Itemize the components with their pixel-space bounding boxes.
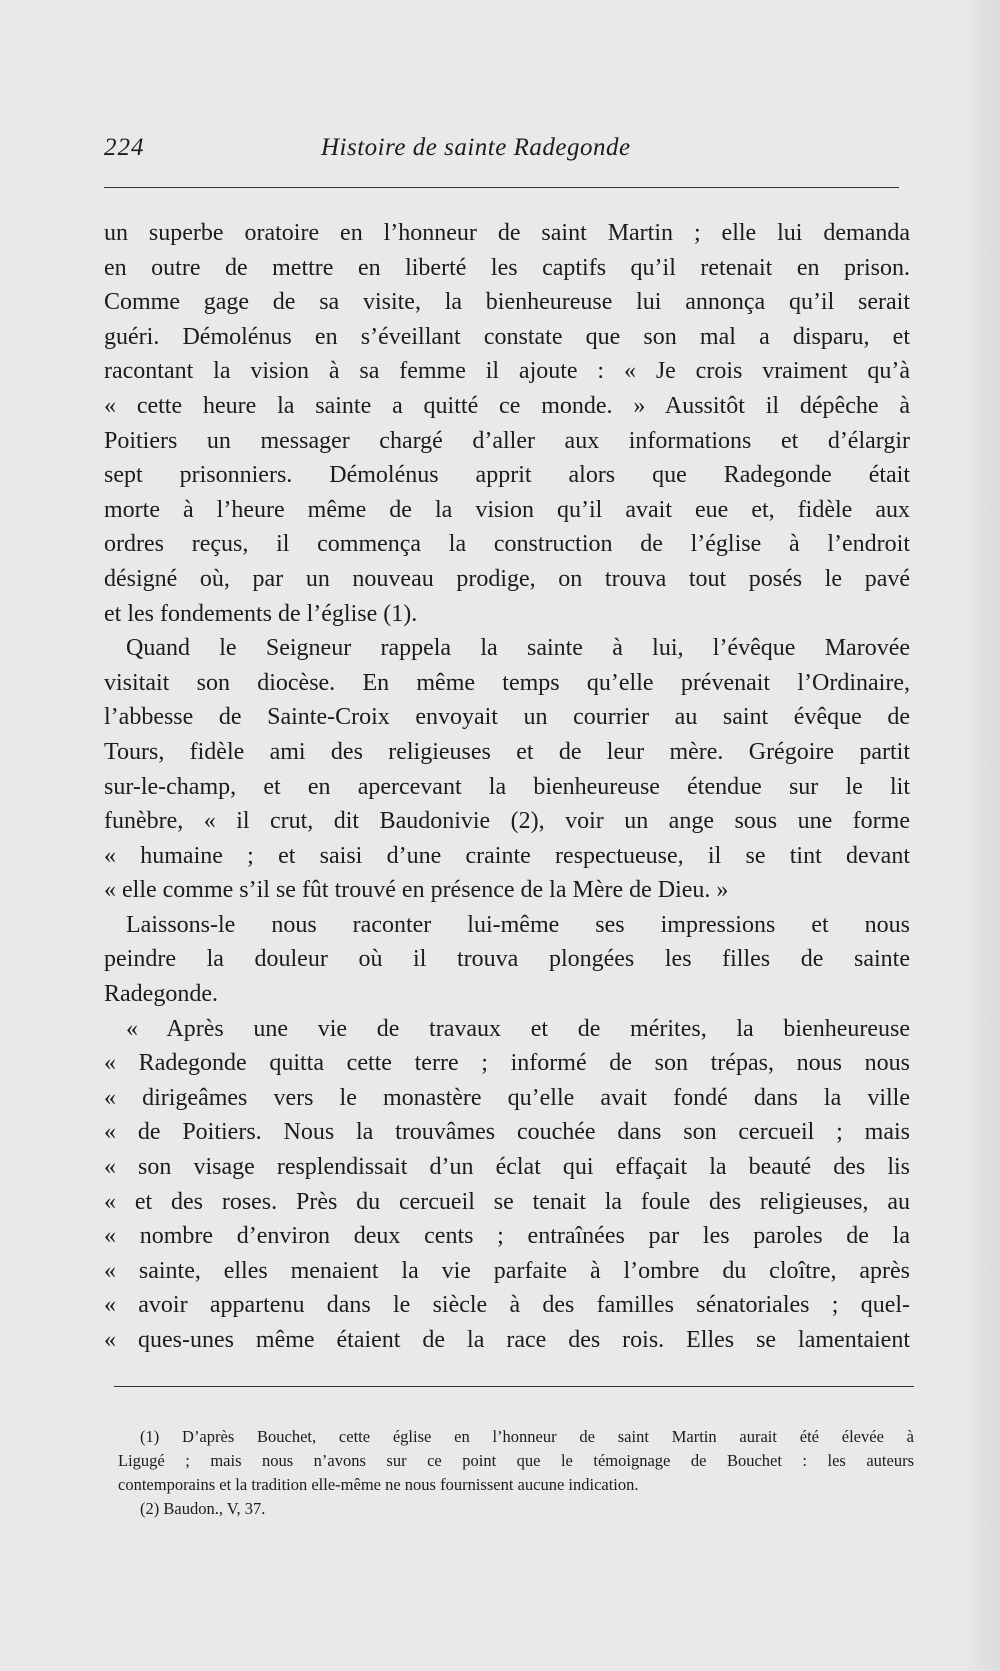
text-line: l’abbesse de Sainte-Croix envoyait un courrier au saint évêque de xyxy=(104,704,910,731)
text-line: « elle comme s’il se fût trouvé en présence de la Mère de Dieu. » xyxy=(104,877,729,904)
text-line: Laissons-le nous raconter lui-même ses impressions et nous xyxy=(126,911,910,938)
text-line: « sainte, elles menaient la vie parfaite à l’ombre du cloître, après xyxy=(104,1257,910,1284)
text-line: sur-le-champ, et en apercevant la bienheureuse étendue sur le lit xyxy=(104,773,910,800)
footnote-line: Ligugé ; mais nous n’avons sur ce point que le témoignage de Bouchet : les auteurs xyxy=(118,1451,914,1470)
text-line: Tours, fidèle ami des religieuses et de leur mère. Grégoire partit xyxy=(104,738,910,765)
text-line: « avoir appartenu dans le siècle à des familles sénatoriales ; quel- xyxy=(104,1292,910,1319)
footnote-line: contemporains et la tradition elle-même ne nous fournissent aucune indication. xyxy=(118,1475,639,1494)
text-line: « dirigeâmes vers le monastère qu’elle avait fondé dans la ville xyxy=(104,1084,910,1111)
text-line: « Radegonde quitta cette terre ; informé de son trépas, nous nous xyxy=(104,1050,910,1077)
footnotes xyxy=(118,1425,914,1521)
text-line: « nombre d’environ deux cents ; entraînées par les paroles de la xyxy=(104,1223,910,1250)
text-line: et les fondements de l’église (1). xyxy=(104,600,418,627)
footnote-line: (2) Baudon., V, 37. xyxy=(140,1499,266,1518)
header-rule xyxy=(104,187,899,188)
text-line: « son visage resplendissait d’un éclat qui effaçait la beauté des lis xyxy=(104,1154,910,1181)
text-line: en outre de mettre en liberté les captifs qu’il retenait en prison. xyxy=(104,254,910,281)
text-line: Quand le Seigneur rappela la sainte à lui, l’évêque Marovée xyxy=(126,635,910,662)
text-line: « Après une vie de travaux et de mérites, la bienheureuse xyxy=(126,1015,910,1042)
body-text xyxy=(104,216,910,1358)
text-line: funèbre, « il crut, dit Baudonivie (2), voir un ange sous une forme xyxy=(104,808,910,835)
footnote-line: (1) D’après Bouchet, cette église en l’honneur de saint Martin aurait été élevée à xyxy=(140,1427,914,1446)
text-line: Comme gage de sa visite, la bienheureuse lui annonça qu’il serait xyxy=(104,289,910,316)
text-line: peindre la douleur où il trouva plongées les filles de sainte xyxy=(104,946,910,973)
text-line: sept prisonniers. Démolénus apprit alors que Radegonde était xyxy=(104,462,910,489)
text-line: Poitiers un messager chargé d’aller aux informations et d’élargir xyxy=(104,427,910,454)
text-line: « et des roses. Près du cercueil se tenait la foule des religieuses, au xyxy=(104,1188,910,1215)
text-line: « cette heure la sainte a quitté ce monde. » Aussitôt il dépêche à xyxy=(104,392,910,419)
text-line: guéri. Démolénus en s’éveillant constate que son mal a disparu, et xyxy=(104,323,910,350)
running-title: Histoire de sainte Radegonde xyxy=(321,134,631,161)
text-line: un superbe oratoire en l’honneur de saint Martin ; elle lui demanda xyxy=(104,220,910,246)
footnote-rule xyxy=(114,1386,914,1387)
text-line: « de Poitiers. Nous la trouvâmes couchée dans son cercueil ; mais xyxy=(104,1119,910,1146)
running-head xyxy=(104,134,904,174)
text-line: « ques-unes même étaient de la race des rois. Elles se lamentaient xyxy=(104,1327,910,1353)
text-line: racontant la vision à sa femme il ajoute : « Je crois vraiment qu’à xyxy=(104,358,910,385)
text-line: Radegonde. xyxy=(104,981,218,1008)
page-number: 224 xyxy=(104,134,145,161)
text-line: visitait son diocèse. En même temps qu’elle prévenait l’Ordinaire, xyxy=(104,669,910,696)
text-line: morte à l’heure même de la vision qu’il avait eue et, fidèle aux xyxy=(104,496,910,523)
text-line: désigné où, par un nouveau prodige, on trouva tout posés le pavé xyxy=(104,565,910,592)
text-line: « humaine ; et saisi d’une crainte respectueuse, il se tint devant xyxy=(104,842,910,869)
text-line: ordres reçus, il commença la construction de l’église à l’endroit xyxy=(104,531,910,558)
